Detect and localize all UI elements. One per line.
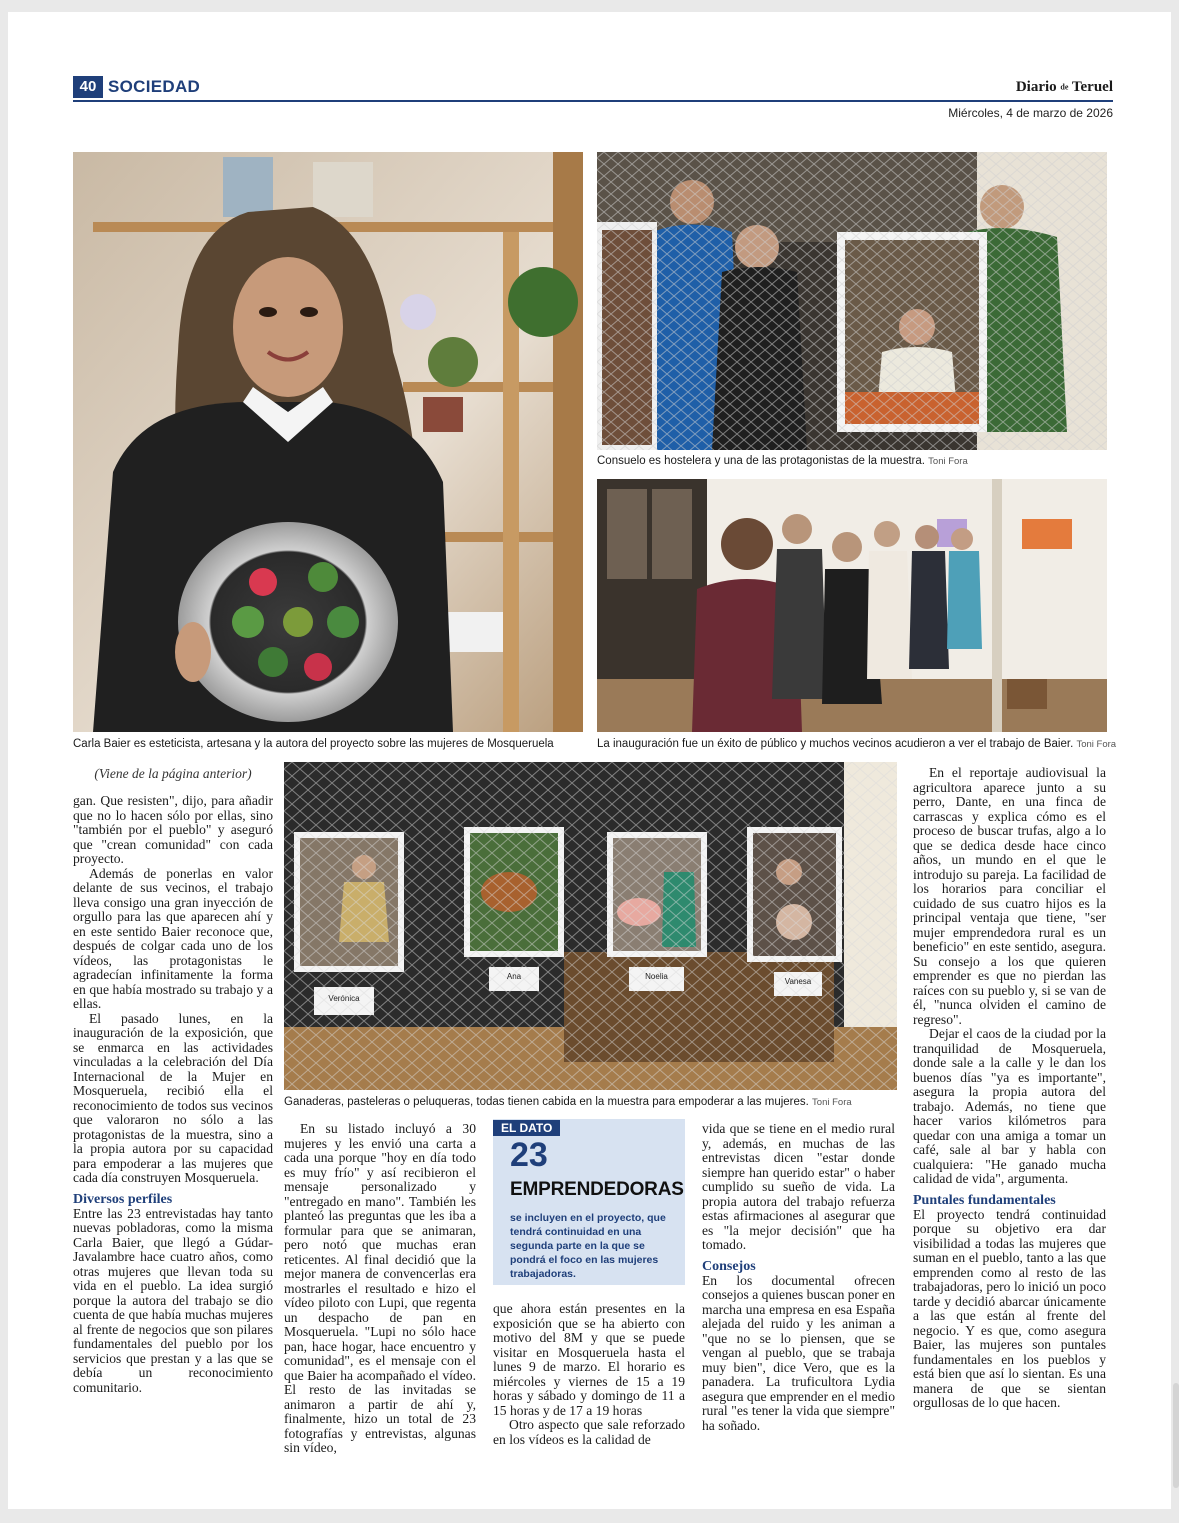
label-ana: Ana — [506, 972, 522, 981]
article-column-2 — [284, 1122, 476, 1456]
newspaper-page — [8, 12, 1171, 1509]
paragraph: Además de ponerlas en valor delante de sus vecinos, el trabajo lleva consigo una gran inyección de orgullo para las que aparecen ahí y en este sentido Baier reconoce que, después de colgar cada uno de los vídeos, las protagonistas le agradecían infinitamente la forma en que había mostrado su trabajo y a ellas. — [73, 865, 273, 1011]
caption-consuelo-text: Consuelo es hostelera y una de las protagonistas de la muestra. — [597, 455, 925, 467]
el-dato-number: 23 — [510, 1136, 548, 1174]
paragraph: Entre las 23 entrevistadas hay tanto nuevas pobladoras, como la misma Carla Baier, que llegó a Gúdar-Javalambre hace cuatro años, como otras mujeres que llevan toda su vida en el pueblo. La idea surgió porque la autora del trabajo se dio cuenta de que había muchas mujeres al frente de negocios que son pilares fundamentales del pueblo por los servicios que prestan y a las que se debía un reconocimiento comunitario. — [73, 1205, 273, 1395]
photo-exposicion — [284, 762, 897, 1090]
section-title: SOCIEDAD — [108, 77, 201, 96]
header-rule — [73, 100, 1113, 102]
label-vanesa: Vanesa — [784, 977, 812, 986]
subheading-diversos-perfiles: Diversos perfiles — [73, 1191, 173, 1207]
photo-consuelo — [597, 152, 1107, 450]
article-column-4 — [702, 1122, 895, 1433]
paragraph: En los documental ofrecen consejos a quienes buscan poner en marcha una empresa en esa España alejada del ruido y les animan a "que no se lo piensen, que se vengan al pueblo, que se trabaja muy bien", dice Vero, que es la panadera. La truficultora Lydia asegura que emprender en el medio rural "es tener la vida que siempre" ha soñado. — [702, 1272, 895, 1433]
paragraph: El proyecto tendrá continuidad porque su objetivo era dar visibilidad a todas las mujeres que suman en el pueblo, tanto a las que emprenden como al resto de las trabajadoras, pero lo inició un poco tarde y decidió abarcar únicamente a las que están al frente del negocio. Y es que, como asegura Baier, las mujeres son puntales fundamentales en los pueblos y está bien que así lo sientan. Es una manera de que se sientan orgullosas de lo que hacen. — [913, 1206, 1106, 1410]
subheading-consejos: Consejos — [702, 1258, 756, 1274]
photo-carla-baier — [73, 152, 583, 732]
credit-inauguracion: Toni Fora — [1076, 739, 1117, 750]
caption-exposicion — [284, 1096, 852, 1108]
credit-consuelo: Toni Fora — [928, 456, 968, 467]
paragraph: gan. Que resisten", dijo, para añadir que no lo hacen sólo por ellas, sino "también por el pueblo" y aseguró que "crean comunidad" con cada proyecto. — [73, 793, 273, 866]
paragraph: vida que se tiene en el medio rural y, además, en muchas de las entrevistas dicen "estar donde siempre han querido estar" o haber cumplido su sueño de vida. La propia autora del trabajo refuerza estas afirmaciones al asegurar que es "la mejor decisión" que ha tomado. — [702, 1121, 895, 1252]
paragraph: Otro aspecto que sale reforzado en los vídeos es la calidad de — [493, 1417, 685, 1447]
paragraph: En su listado incluyó a 30 mujeres y les envió una carta a cada una porque "hoy en día todo es muy frío" y así recibieron el mensaje personalizado y "entregado en mano". También les planteó las preguntas que les iba a formular para que se animaran, pero notó que muchas eran reticentes. Al final decidió que la mejor manera de convencerlas era mostrarles el resultado e hizo el vídeo piloto con Lupi, que regenta un despacho de pan en Mosqueruela. "Lupi no sólo hace pan, hace hogar, hace encuentro y comunidad", es el mensaje con el que Baier ha acompañado el vídeo. El resto de las invitadas se animaron a partir de ahí y, finalmente, hizo un total de 23 fotografías y entrevistas, algunas sin vídeo, — [284, 1121, 476, 1455]
paragraph: El pasado lunes, en la inauguración de la exposición, que se enmarca en las actividades vinculadas a la celebración del Día Internacional de la Mujer en Mosqueruela, recibió ella el reconocimiento de todos sus vecinos que valoraron no sólo a las protagonistas de la muestra, sino a la propia autora por su capacidad para empoderar a las mujeres que cada día construyen Mosqueruela. — [73, 1010, 273, 1185]
masthead-logo — [1016, 76, 1113, 99]
scrollbar-thumb[interactable] — [1173, 1383, 1179, 1488]
el-dato-box — [493, 1119, 685, 1285]
masthead-de: de — [1060, 82, 1069, 92]
caption-carla-baier: Carla Baier es esteticista, artesana y la autora del proyecto sobre las mujeres de Mosqueruela — [73, 738, 554, 750]
subheading-puntales: Puntales fundamentales — [913, 1192, 1056, 1208]
caption-exposicion-text: Ganaderas, pasteleras o peluqueras, todas tienen cabida en la muestra para empoderar a las mujeres. — [284, 1096, 809, 1108]
el-dato-tab: EL DATO — [493, 1120, 560, 1136]
label-veronica: Verónica — [328, 994, 360, 1003]
masthead-post: Teruel — [1071, 79, 1113, 95]
paragraph: Dejar el caos de la ciudad por la tranquilidad de Mosqueruela, donde sale a la calle y le dan los buenos días "ya es importante", asegura la propia autora del trabajo. Además, no tiene que hacer varios kilómetros para quedar con una amiga a tomar un café, sale al bar y habla con cualquiera: "He ganado mucha calidad de vida", argumenta. — [913, 1026, 1106, 1186]
caption-inauguracion — [597, 738, 1116, 750]
issue-date: Miércoles, 4 de marzo de 2026 — [948, 106, 1113, 120]
el-dato-word: EMPRENDEDORAS — [510, 1179, 684, 1200]
caption-inauguracion-text: La inauguración fue un éxito de público y muchos vecinos acudieron a ver el trabajo de Baier. — [597, 738, 1074, 750]
paragraph: que ahora están presentes en la exposición que se ha abierto con motivo del 8M y que se puede visitar en Mosqueruela hasta el lunes 9 de marzo. El horario es miércoles y viernes de 15 a 19 horas y sábado y domingo de 11 a 15 horas y de 17 a 19 horas — [493, 1301, 685, 1418]
article-column-3 — [493, 1302, 685, 1447]
paragraph: En el reportaje audiovisual la agricultora aparece junto a su perro, Dante, en una finca de carrascas y explica cómo es el proceso de buscar trufas, algo a lo que se dedica desde hace cinco años, un mundo en el que le introdujo su pareja. La facilidad de los horarios para conciliar el cuidado de sus cuatro hijos es la principal ventaja que tiene, "ser mujer emprendedora rural es un beneficio" en este sentido, asegura. Su consejo a los que quieren emprender es que no pierdan las raíces con su pueblo y, si se van de él, "nunca olviden el camino de regreso". — [913, 765, 1106, 1027]
article-column-5 — [913, 766, 1106, 1411]
credit-exposicion: Toni Fora — [812, 1097, 852, 1108]
continued-from: (Viene de la página anterior) — [94, 766, 252, 781]
photo-inauguracion — [597, 479, 1107, 732]
article-column-1 — [73, 794, 273, 1395]
page-number: 40 — [73, 76, 103, 98]
el-dato-text: se incluyen en el proyecto, que tendrá continuidad en una segunda parte en la que se pondrá el foco en las mujeres trabajadoras. — [510, 1212, 666, 1280]
label-noelia: Noelia — [645, 972, 668, 981]
masthead-pre: Diario — [1015, 79, 1057, 95]
caption-consuelo — [597, 455, 968, 467]
